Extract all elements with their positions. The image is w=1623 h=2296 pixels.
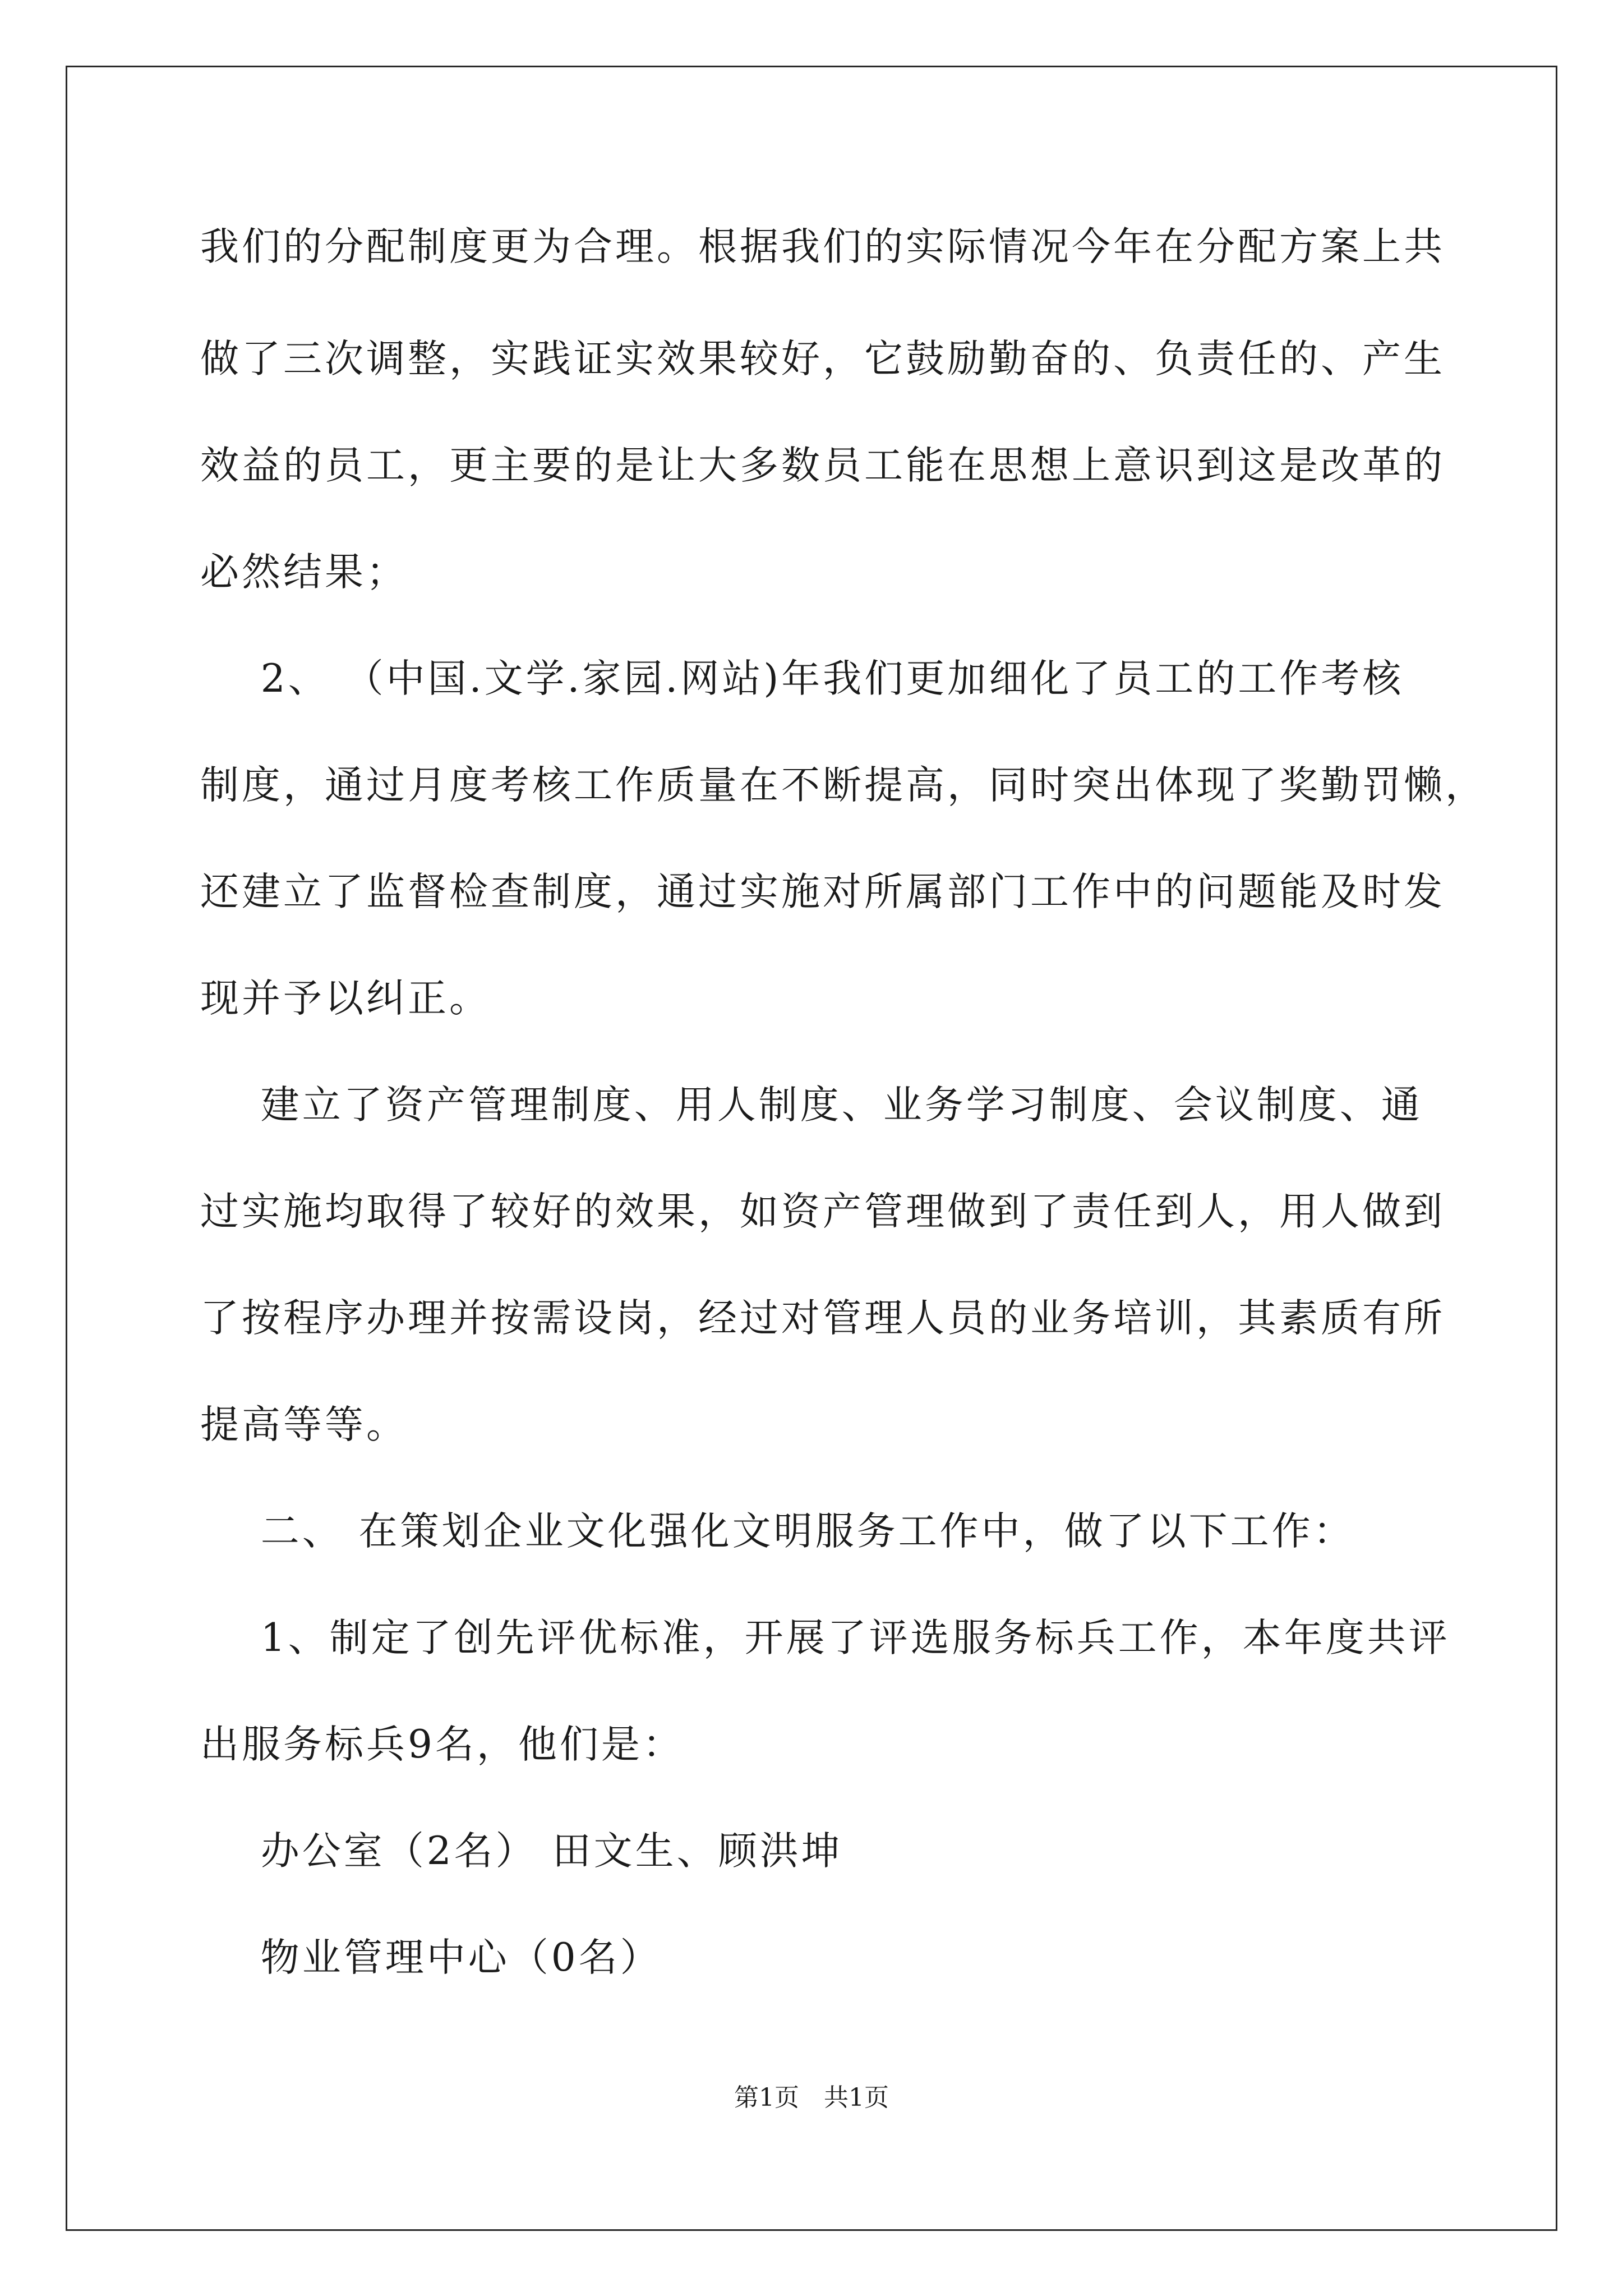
text-line: 提高等等。 xyxy=(200,1402,408,1447)
text-line: 过实施均取得了较好的效果，如资产管理做到了责任到人，用人做到 xyxy=(200,1189,1445,1234)
text-line: 办公室（2名） 田文生、顾洪坤 xyxy=(200,1829,843,1874)
page-footer: 第1页 共1页 xyxy=(734,2083,889,2112)
text-line: 了按程序办理并按需设岗，经过对管理人员的业务培训，其素质有所 xyxy=(200,1296,1445,1341)
text-line: 效益的员工，更主要的是让大多数员工能在思想上意识到这是改革的 xyxy=(200,443,1445,488)
text-line: 出服务标兵9名，他们是： xyxy=(200,1722,684,1767)
text-line: 现并予以纠正。 xyxy=(200,976,491,1021)
text-line: 2、 （中国.文学.家园.网站)年我们更加细化了员工的工作考核 xyxy=(200,656,1404,701)
text-line: 必然结果； xyxy=(200,550,408,595)
text-line: 制度，通过月度考核工作质量在不断提高，同时突出体现了奖勤罚懒， xyxy=(200,763,1487,808)
text-line: 建立了资产管理制度、用人制度、业务学习制度、会议制度、通 xyxy=(200,1083,1423,1128)
page-border xyxy=(66,66,1557,2231)
text-line: 做了三次调整，实践证实效果较好，它鼓励勤奋的、负责任的、产生 xyxy=(200,337,1445,381)
text-line: 二、 在策划企业文化强化文明服务工作中，做了以下工作： xyxy=(200,1509,1355,1554)
text-line: 物业管理中心（0名） xyxy=(200,1935,662,1980)
text-line: 我们的分配制度更为合理。根据我们的实际情况今年在分配方案上共 xyxy=(200,224,1445,269)
text-line: 1、制定了创先评优标准，开展了评选服务标兵工作，本年度共评 xyxy=(200,1616,1450,1660)
text-line: 还建立了监督检查制度，通过实施对所属部门工作中的问题能及时发 xyxy=(200,869,1445,914)
